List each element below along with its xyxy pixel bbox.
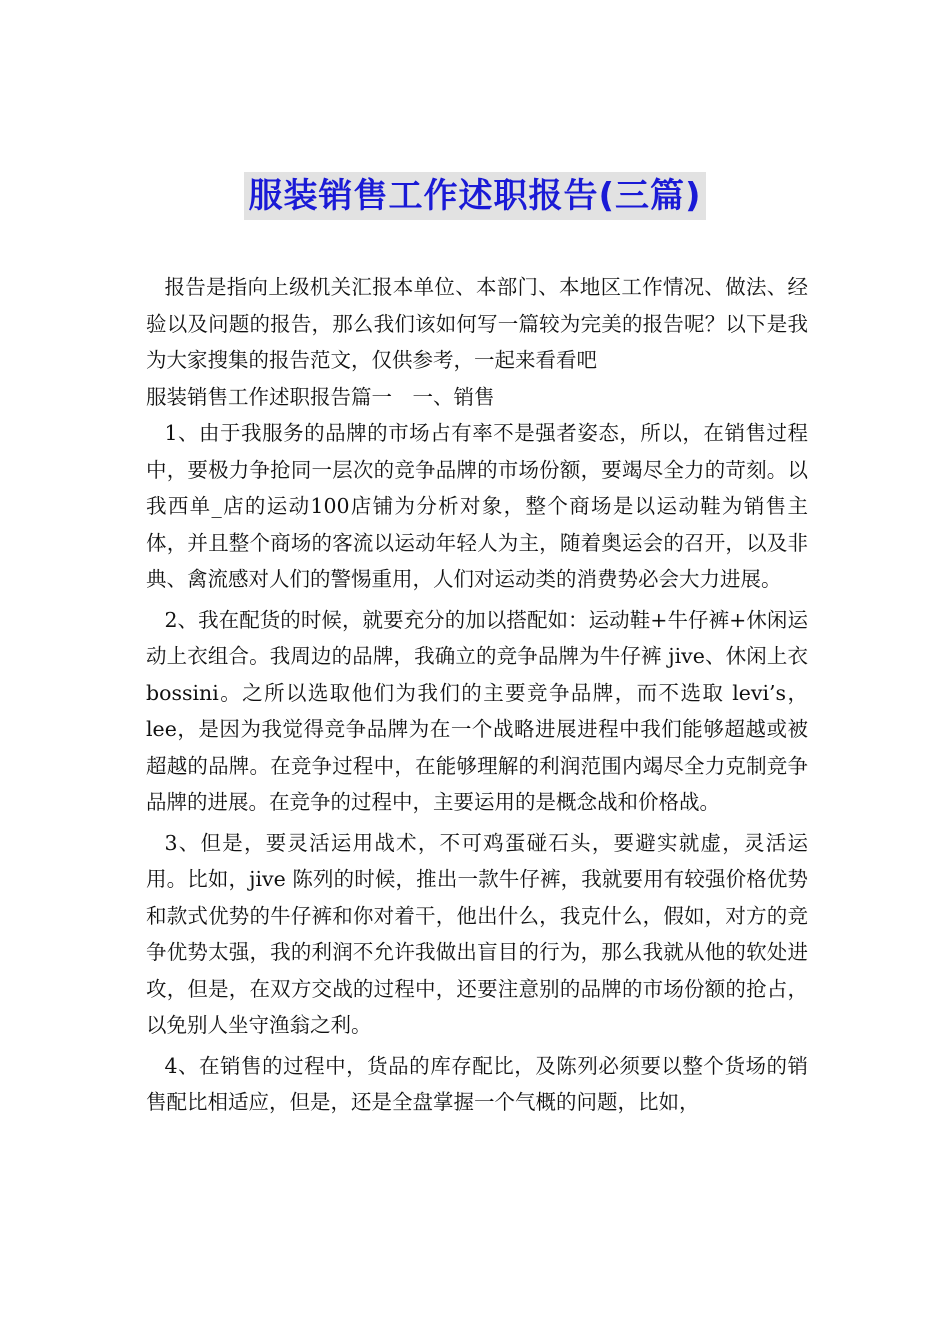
- document-body: [146, 269, 808, 1121]
- body-paragraph-2: 2、我在配货的时候，就要充分的加以搭配如：运动鞋+牛仔裤+休闲运动上衣组合。我周边的品牌，我确立的竞争品牌为牛仔裤 jive、休闲上衣 bossini。之所以选取他们为我们的主要竞争品牌，而不选取 levi’s，lee，是因为我觉得竞争品牌为在一个战略进展进程中我们能够超越或被超越的品牌。在竞争过程中，在能够理解的利润范围内竭尽全力克制竞争品牌的进展。在竞争的过程中，主要运用的是概念战和价格战。: [146, 607, 808, 814]
- section-heading: 服装销售工作述职报告篇一 一、销售: [146, 384, 495, 409]
- body-paragraph-4: 4、在销售的过程中，货品的库存配比，及陈列必须要以整个货场的销售配比相适应，但是，还是全盘掌握一个气概的问题，比如，: [146, 1053, 808, 1114]
- intro-paragraph: 报告是指向上级机关汇报本单位、本部门、本地区工作情况、做法、经验以及问题的报告，那么我们该如何写一篇较为完美的报告呢？以下是我为大家搜集的报告范文，仅供参考，一起来看看吧: [146, 275, 808, 372]
- title-container: [0, 172, 950, 220]
- document-title: 服装销售工作述职报告(三篇): [244, 172, 705, 220]
- body-paragraph-1: 1、由于我服务的品牌的市场占有率不是强者姿态，所以，在销售过程中，要极力争抢同一层次的竞争品牌的市场份额，要竭尽全力的苛刻。以我西单_店的运动100店铺为分析对象，整个商场是以运动鞋为销售主体，并且整个商场的客流以运动年轻人为主，随着奥运会的召开，以及非典、禽流感对人们的警惕重用，人们对运动类的消费势必会大力进展。: [146, 421, 808, 591]
- body-paragraph-3: 3、但是，要灵活运用战术，不可鸡蛋碰石头，要避实就虚，灵活运用。比如，jive 陈列的时候，推出一款牛仔裤，我就要用有较强价格优势和款式优势的牛仔裤和你对着干，他出什么，我克什么，假如，对方的竞争优势太强，我的利润不允许我做出盲目的行为，那么我就从他的软处进攻，但是，在双方交战的过程中，还要注意别的品牌的市场份额的抢占，以免别人坐守渔翁之利。: [146, 830, 808, 1037]
